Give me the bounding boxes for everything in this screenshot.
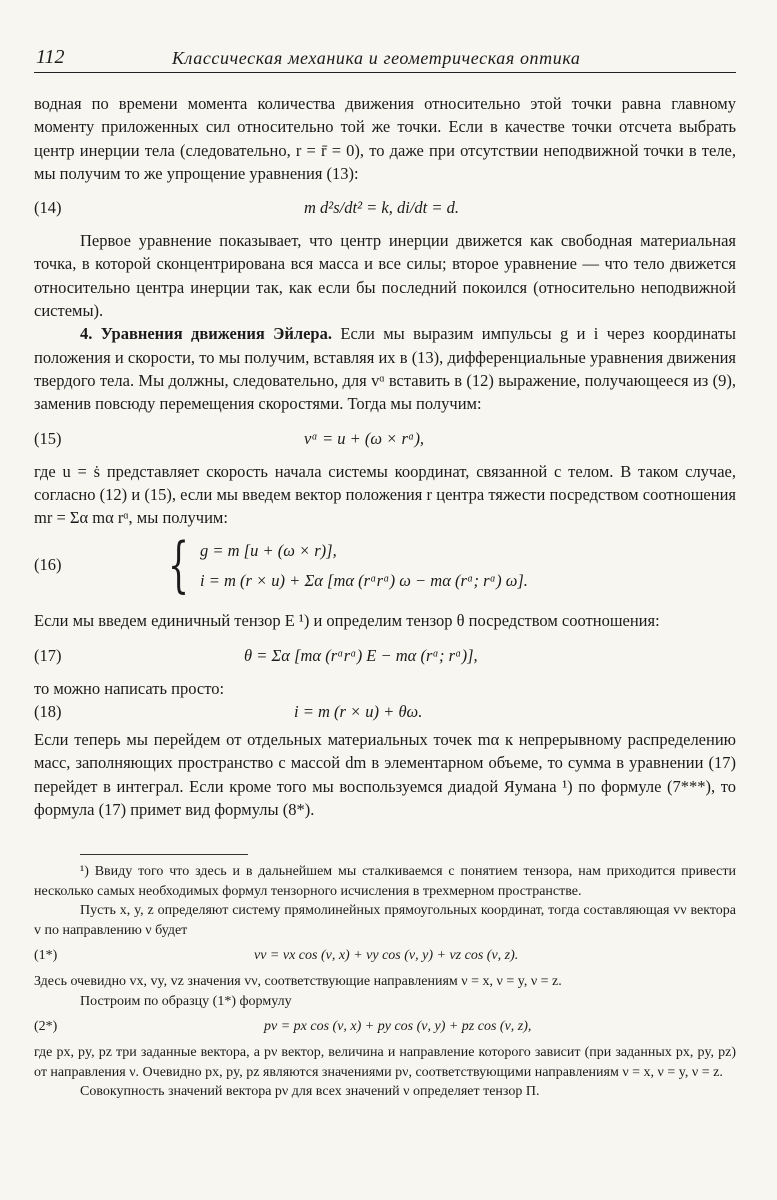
equation-2-star (34, 1011, 736, 1043)
footnotes (34, 862, 736, 1102)
equation-15 (34, 418, 736, 458)
footnote-paragraph: Пусть x, y, z определяют систему прямолинейных прямоугольных координат, тогда составляющая vν вектора v по направлению ν будет (34, 903, 736, 938)
equation-line: i = m (r × u) + Σα [mα (rᵅrᵅ) ω − mα (rᵅ; rᵅ) ω]. (200, 571, 528, 591)
paragraph-4: где u = ṡ представляет скорость начала системы координат, связанной с телом. В таком случае, согласно (12) и (15), если мы введем вектор положения r центра тяжести посредством соотношения mr = Σα mα rᵅ, мы получим: (34, 461, 736, 528)
footnote-paragraph: Совокупность значений вектора pν для всех значений ν определяет тензор П. (80, 1084, 540, 1099)
paragraph-6: то можно написать просто: (34, 678, 225, 698)
equation-body: pν = px cos (ν, x) + py cos (ν, y) + pz cos (ν, z), (264, 1019, 532, 1034)
header-rule (34, 72, 736, 73)
equation-body: m d²s/dt² = k, di/dt = d. (304, 198, 459, 218)
equation-17 (34, 635, 736, 675)
equation-number: (17) (34, 645, 62, 665)
brace: { (168, 530, 190, 601)
equation-body: i = m (r × u) + θω. (294, 702, 423, 722)
equation-number: (16) (34, 555, 62, 575)
paragraph-7: Если теперь мы перейдем от отдельных материальных точек mα к непрерывному распределению масс, заполняющих пространство с массой dm в элементарном объеме, то сумма в уравнении (17) перейдет в интеграл. Если кроме того мы воспользуемся диадой Яумана ¹) по формуле (7***), то формула (17) примет вид формулы (8*). (34, 730, 736, 819)
equation-16 (34, 530, 736, 603)
page-header (34, 44, 736, 74)
equation-18 (34, 696, 736, 726)
paragraph-3 (34, 322, 736, 415)
footnote-paragraph: Здесь очевидно vx, vy, vz значения vν, соответствующие направлениям ν = x, ν = y, ν = z. (34, 974, 562, 989)
equation-number: (18) (34, 702, 62, 722)
equation-number: (1*) (34, 948, 58, 963)
equation-number: (14) (34, 198, 62, 218)
footnote-paragraph: Построим по образцу (1*) формулу (80, 993, 292, 1009)
equation-1-star (34, 940, 736, 972)
paragraph-5: Если мы введем единичный тензор E ¹) и определим тензор θ посредством соотношения: (34, 611, 660, 631)
footnote-rule (80, 854, 248, 855)
paragraph-2: Первое уравнение показывает, что центр инерции движется как свободная материальная точка, в которой сконцентрирована вся масса и все силы; второе уравнение — что тело движется относительно центра инерции так, как если бы последний покоился (относительно неподвижной системы). (34, 231, 736, 321)
equation-body: θ = Σα [mα (rᵅrᵅ) E − mα (rᵅ; rᵅ)], (244, 645, 478, 665)
equation-line: g = m [u + (ω × r)], (200, 541, 337, 561)
footnote-1: ¹) Ввиду того что здесь и в дальнейшем мы сталкиваемся с понятием тензора, нам приходится привести несколько самых необходимых формул тензорного исчисления в трехмерном пространстве. (34, 864, 736, 899)
running-title: Классическая механика и геометрическая оптика (172, 48, 581, 68)
paragraph-1: водная по времени момента количества движения относительно этой точки равна главному моменту приложенных сил относительно той же точки. Если в качестве точки отсчета выбрать центр инерции тела (следовательно, r = r̄ = 0), то даже при отсутствии неподвижной точки в теле, мы получим то же упрощение уравнения (13): (34, 94, 736, 183)
equation-number: (2*) (34, 1019, 58, 1034)
equation-body: vν = vx cos (ν, x) + vy cos (ν, y) + vz cos (ν, z). (254, 948, 519, 963)
section-title: 4. Уравнения движения Эйлера. (80, 324, 332, 344)
equation-body: vᵅ = u + (ω × rᵅ), (304, 428, 425, 448)
equation-14 (34, 187, 736, 227)
paragraph-3-text: Если мы выразим импульсы g и i через координаты положения и скорости, то мы получим, вставляя их в (13), дифференциальные уравнения движения твердого тела. Мы должны, следовательно, для vᵅ вставить в (12) выражение, получающееся из (9), заменив повсюду перемещения скоростями. Тогда мы получим: (34, 324, 737, 414)
equation-number: (15) (34, 428, 62, 448)
page-number: 112 (36, 46, 65, 68)
footnote-paragraph: где px, py, pz три заданные вектора, а pν вектор, величина и направление которого зависит (при заданных px, py, pz) от направления ν. Очевидно px, py, pz являются значениями pν, соответствующими направлениям ν = x, ν = y, ν = z. (34, 1045, 736, 1080)
main-text (34, 92, 736, 821)
